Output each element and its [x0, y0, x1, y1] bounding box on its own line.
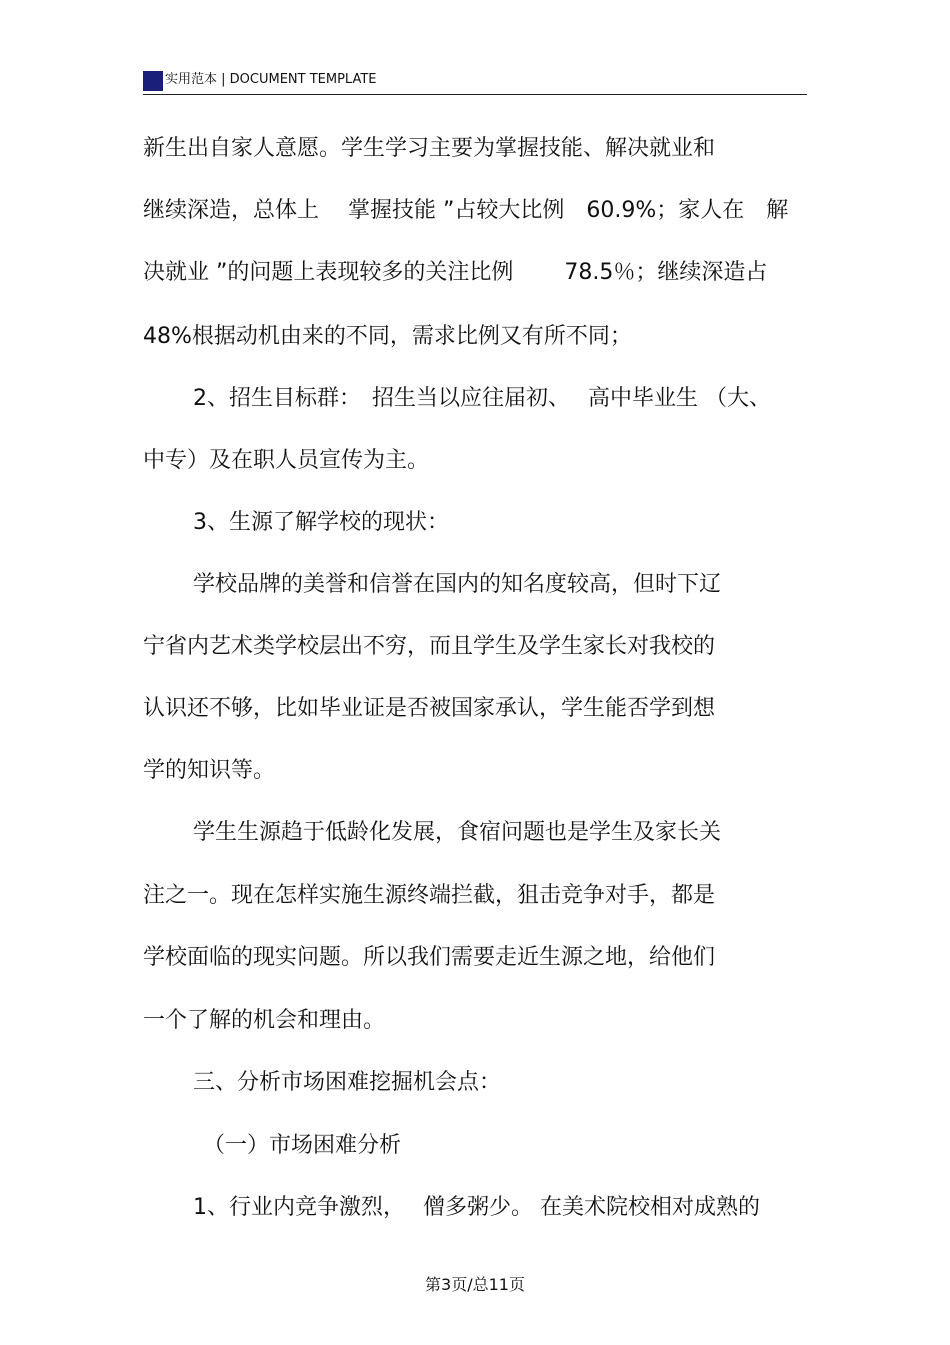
document-header — [143, 68, 807, 95]
subsection-heading: （一）市场困难分析 — [203, 1133, 402, 1158]
body-line: 学的知识等。 — [143, 758, 276, 783]
body-line: 3、生源了解学校的现状： — [193, 510, 449, 535]
body-line: 2、招生目标群： 招生当以应往届初、 高中毕业生 （大、 — [193, 386, 771, 411]
body-line: 1、行业内竞争激烈， 僧多粥少。 在美术院校相对成熟的 — [193, 1195, 760, 1220]
body-line: 认识还不够，比如毕业证是否被国家承认，学生能否学到想 — [143, 696, 716, 721]
body-line: 宁省内艺术类学校层出不穷，而且学生及学生家长对我校的 — [143, 634, 716, 659]
body-line: 中专）及在职人员宣传为主。 — [143, 448, 430, 473]
body-line: 学校面临的现实问题。所以我们需要走近生源之地，给他们 — [143, 945, 716, 970]
page-number: 第3页/总11页 — [425, 1275, 525, 1294]
body-line: 新生出自家人意愿。学生学习主要为掌握技能、解决就业和 — [143, 136, 716, 161]
header-logo-square — [143, 71, 163, 91]
body-line: 48%根据动机由来的不同，需求比例又有所不同； — [143, 324, 632, 349]
body-line: 学生生源趋于低龄化发展，食宿问题也是学生及家长关 — [193, 820, 722, 845]
body-line: 学校品牌的美誉和信誉在国内的知名度较高，但时下辽 — [193, 572, 722, 597]
body-line: 注之一。现在怎样实施生源终端拦截，狙击竞争对手，都是 — [143, 883, 716, 908]
body-line: 一个了解的机会和理由。 — [143, 1008, 386, 1033]
body-line: 继续深造，总体上 掌握技能 ”占较大比例 60.9%；家人在 解 — [143, 198, 789, 223]
body-line: 决就业 ”的问题上表现较多的关注比例 78.5％；继续深造占 — [143, 260, 768, 285]
header-title: 实用范本 | DOCUMENT TEMPLATE — [165, 72, 377, 87]
section-heading: 三、分析市场困难挖掘机会点： — [193, 1070, 502, 1095]
